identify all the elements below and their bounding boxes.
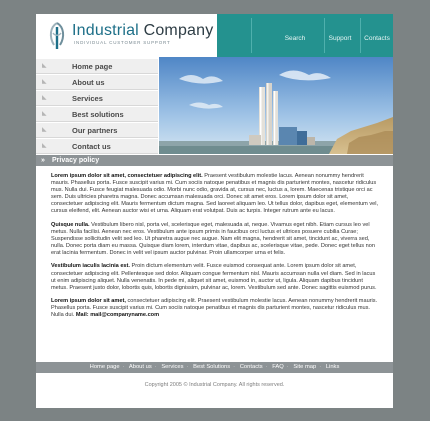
sidebar-menu bbox=[36, 57, 158, 154]
sidebar-item-label: Services bbox=[72, 94, 103, 103]
footer-link-site-map[interactable]: Site map bbox=[293, 364, 317, 370]
bullet-icon: ◣ bbox=[42, 127, 47, 133]
bullet-icon: ◣ bbox=[42, 79, 47, 85]
mail-link[interactable]: mail@companyname.com bbox=[90, 312, 160, 319]
section-title: Privacy policy bbox=[52, 157, 100, 164]
sidebar-item-label: Home page bbox=[72, 62, 113, 71]
footer-link-best-solutions[interactable]: Best Solutions bbox=[193, 364, 231, 370]
sidebar-item-label: Best solutions bbox=[72, 110, 124, 119]
footer-link-links[interactable]: Links bbox=[325, 364, 340, 370]
sidebar-item-label: Contact us bbox=[72, 142, 111, 151]
paragraph: Lorem ipsum dolor sit amet, consectetuer adipiscing elit. Praesent vestibulum molestie lacus. Aenean nonummy hendrerit mauris. Phasellus porta. Fusce suscipit varius mi. Cum sociis natoque penatibus et magnis dis parturient montes, nascetur ridiculus mus. Nulla dui. Fusce feugiat malesuada odio. Morbi nunc odio, gravida at, cursus nec, luctus a, lorem. Maecenas tristique orci ac sem. Duis ultricies pharetra magna. Donec accumsan malesuada orci. Donec sit amet eros. Lorem ipsum dolor sit amet, consectetuer adipiscing elit. Mauris fermentum dictum magna. Sed laoreet aliquam leo. Ut tellus dolor, dapibus eget, elementum vel, cursus eleifend, elit. Aenean auctor wisi et urna. Aliquam erat volutpat. Duis ac turpis. Integer rutrum ante eu lacus. bbox=[51, 173, 379, 215]
paragraph: Quisque nulla. Vestibulum libero nisl, porta vel, scelerisque eget, malesuada at, neque. Vivamus eget nibh. Etiam cursus leo vel metus. Nulla facilisi. Aenean nec eros. Vestibulum ante ipsum primis in faucibus orci luctus et ultrices posuere cubilia Curae; Suspendisse sollicitudin velit sed leo. Ut pharetra augue nec augue. Nam elit magna, hendrerit sit amet, tincidunt ac, viverra sed, nulla. Donec porta diam eu massa. Quisque diam lorem, interdum vitae, dapibus ac, scelerisque vitae, pede. Donec eget tellus non erat lacinia fermentum. Donec in velit vel ipsum auctor pulvinar. Proin ullamcorper urna et felis. bbox=[51, 221, 375, 257]
double-chevron-icon: » bbox=[41, 157, 45, 164]
topnav-divider bbox=[251, 18, 252, 53]
footer-link-contacts[interactable]: Contacts bbox=[239, 364, 263, 370]
sidebar-item-best-solutions[interactable] bbox=[36, 107, 158, 122]
mail-label: Mail: bbox=[75, 312, 89, 319]
sidebar-item-about[interactable] bbox=[36, 75, 158, 90]
bullet-icon: ◣ bbox=[42, 95, 47, 101]
topnav-divider bbox=[360, 18, 361, 53]
company-tagline: INDIVIDUAL CUSTOMER SUPPORT bbox=[74, 40, 171, 45]
hero-image bbox=[159, 57, 393, 154]
company-name: Industrial Company bbox=[72, 22, 214, 39]
footer-link-services[interactable]: Services bbox=[161, 364, 184, 370]
footer-link-about[interactable]: About us bbox=[128, 364, 152, 370]
footer-link-faq[interactable]: FAQ bbox=[272, 364, 284, 370]
bullet-icon: ◣ bbox=[42, 111, 47, 117]
topnav-contacts-link[interactable]: Contacts bbox=[364, 35, 390, 42]
main-content bbox=[51, 173, 381, 325]
bullet-icon: ◣ bbox=[42, 63, 47, 69]
copyright-text: Copyright 2005 © Industrial Company. All rights reserved. bbox=[144, 382, 285, 388]
page-container bbox=[36, 14, 393, 408]
footer-navigation: Home page · About us · Services · Best Solutions · Contacts · FAQ · Site map · Links bbox=[36, 362, 393, 373]
topnav-search-link[interactable]: Search bbox=[284, 35, 306, 42]
topnav-divider bbox=[324, 18, 325, 53]
paragraph: Vestibulum iaculis lacinia est. Proin dictum elementum velit. Fusce euismod consequat ante. Lorem ipsum dolor sit amet, consectetuer adipiscing elit. Pellentesque sed dolor. Aliquam congue fermentum nisl. Mauris accumsan nulla vel diam. Sed in lacus ut enim adipiscing aliquet. Nulla venenatis. In pede mi, aliquet sit amet, euismod in, auctor ut, ligula. Aliquam dapibus tincidunt metus. Praesent justo dolor, lobortis quis, lobortis dignissim, pulvinar ac, lorem. Vestibulum sed ante. Donec sagittis euismod purus. bbox=[51, 263, 377, 291]
sidebar-item-label: About us bbox=[72, 78, 105, 87]
sidebar-item-services[interactable] bbox=[36, 91, 158, 106]
sidebar-item-partners[interactable] bbox=[36, 123, 158, 138]
company-logo-icon bbox=[46, 21, 68, 51]
sidebar-item-label: Our partners bbox=[72, 126, 118, 135]
section-header-bar bbox=[36, 155, 393, 166]
bullet-icon: ◣ bbox=[42, 143, 47, 149]
top-navigation bbox=[217, 14, 393, 57]
header bbox=[36, 14, 393, 57]
paragraph: Lorem ipsum dolor sit amet, consectetuer adipiscing elit. Praesent vestibulum molestie lacus. Aenean nonummy hendrerit mauris. Phasellus porta. Fusce suscipit varius mi. Cum sociis natoque penatibus et magnis dis parturient montes, nascetur ridiculus mus. Nulla dui. Mail: mail@companyname.com bbox=[51, 297, 378, 319]
topnav-support-link[interactable]: Support bbox=[328, 35, 352, 42]
sidebar-item-home[interactable] bbox=[36, 59, 158, 74]
sidebar-item-contact[interactable] bbox=[36, 139, 158, 154]
footer-link-home[interactable]: Home page bbox=[89, 364, 120, 370]
